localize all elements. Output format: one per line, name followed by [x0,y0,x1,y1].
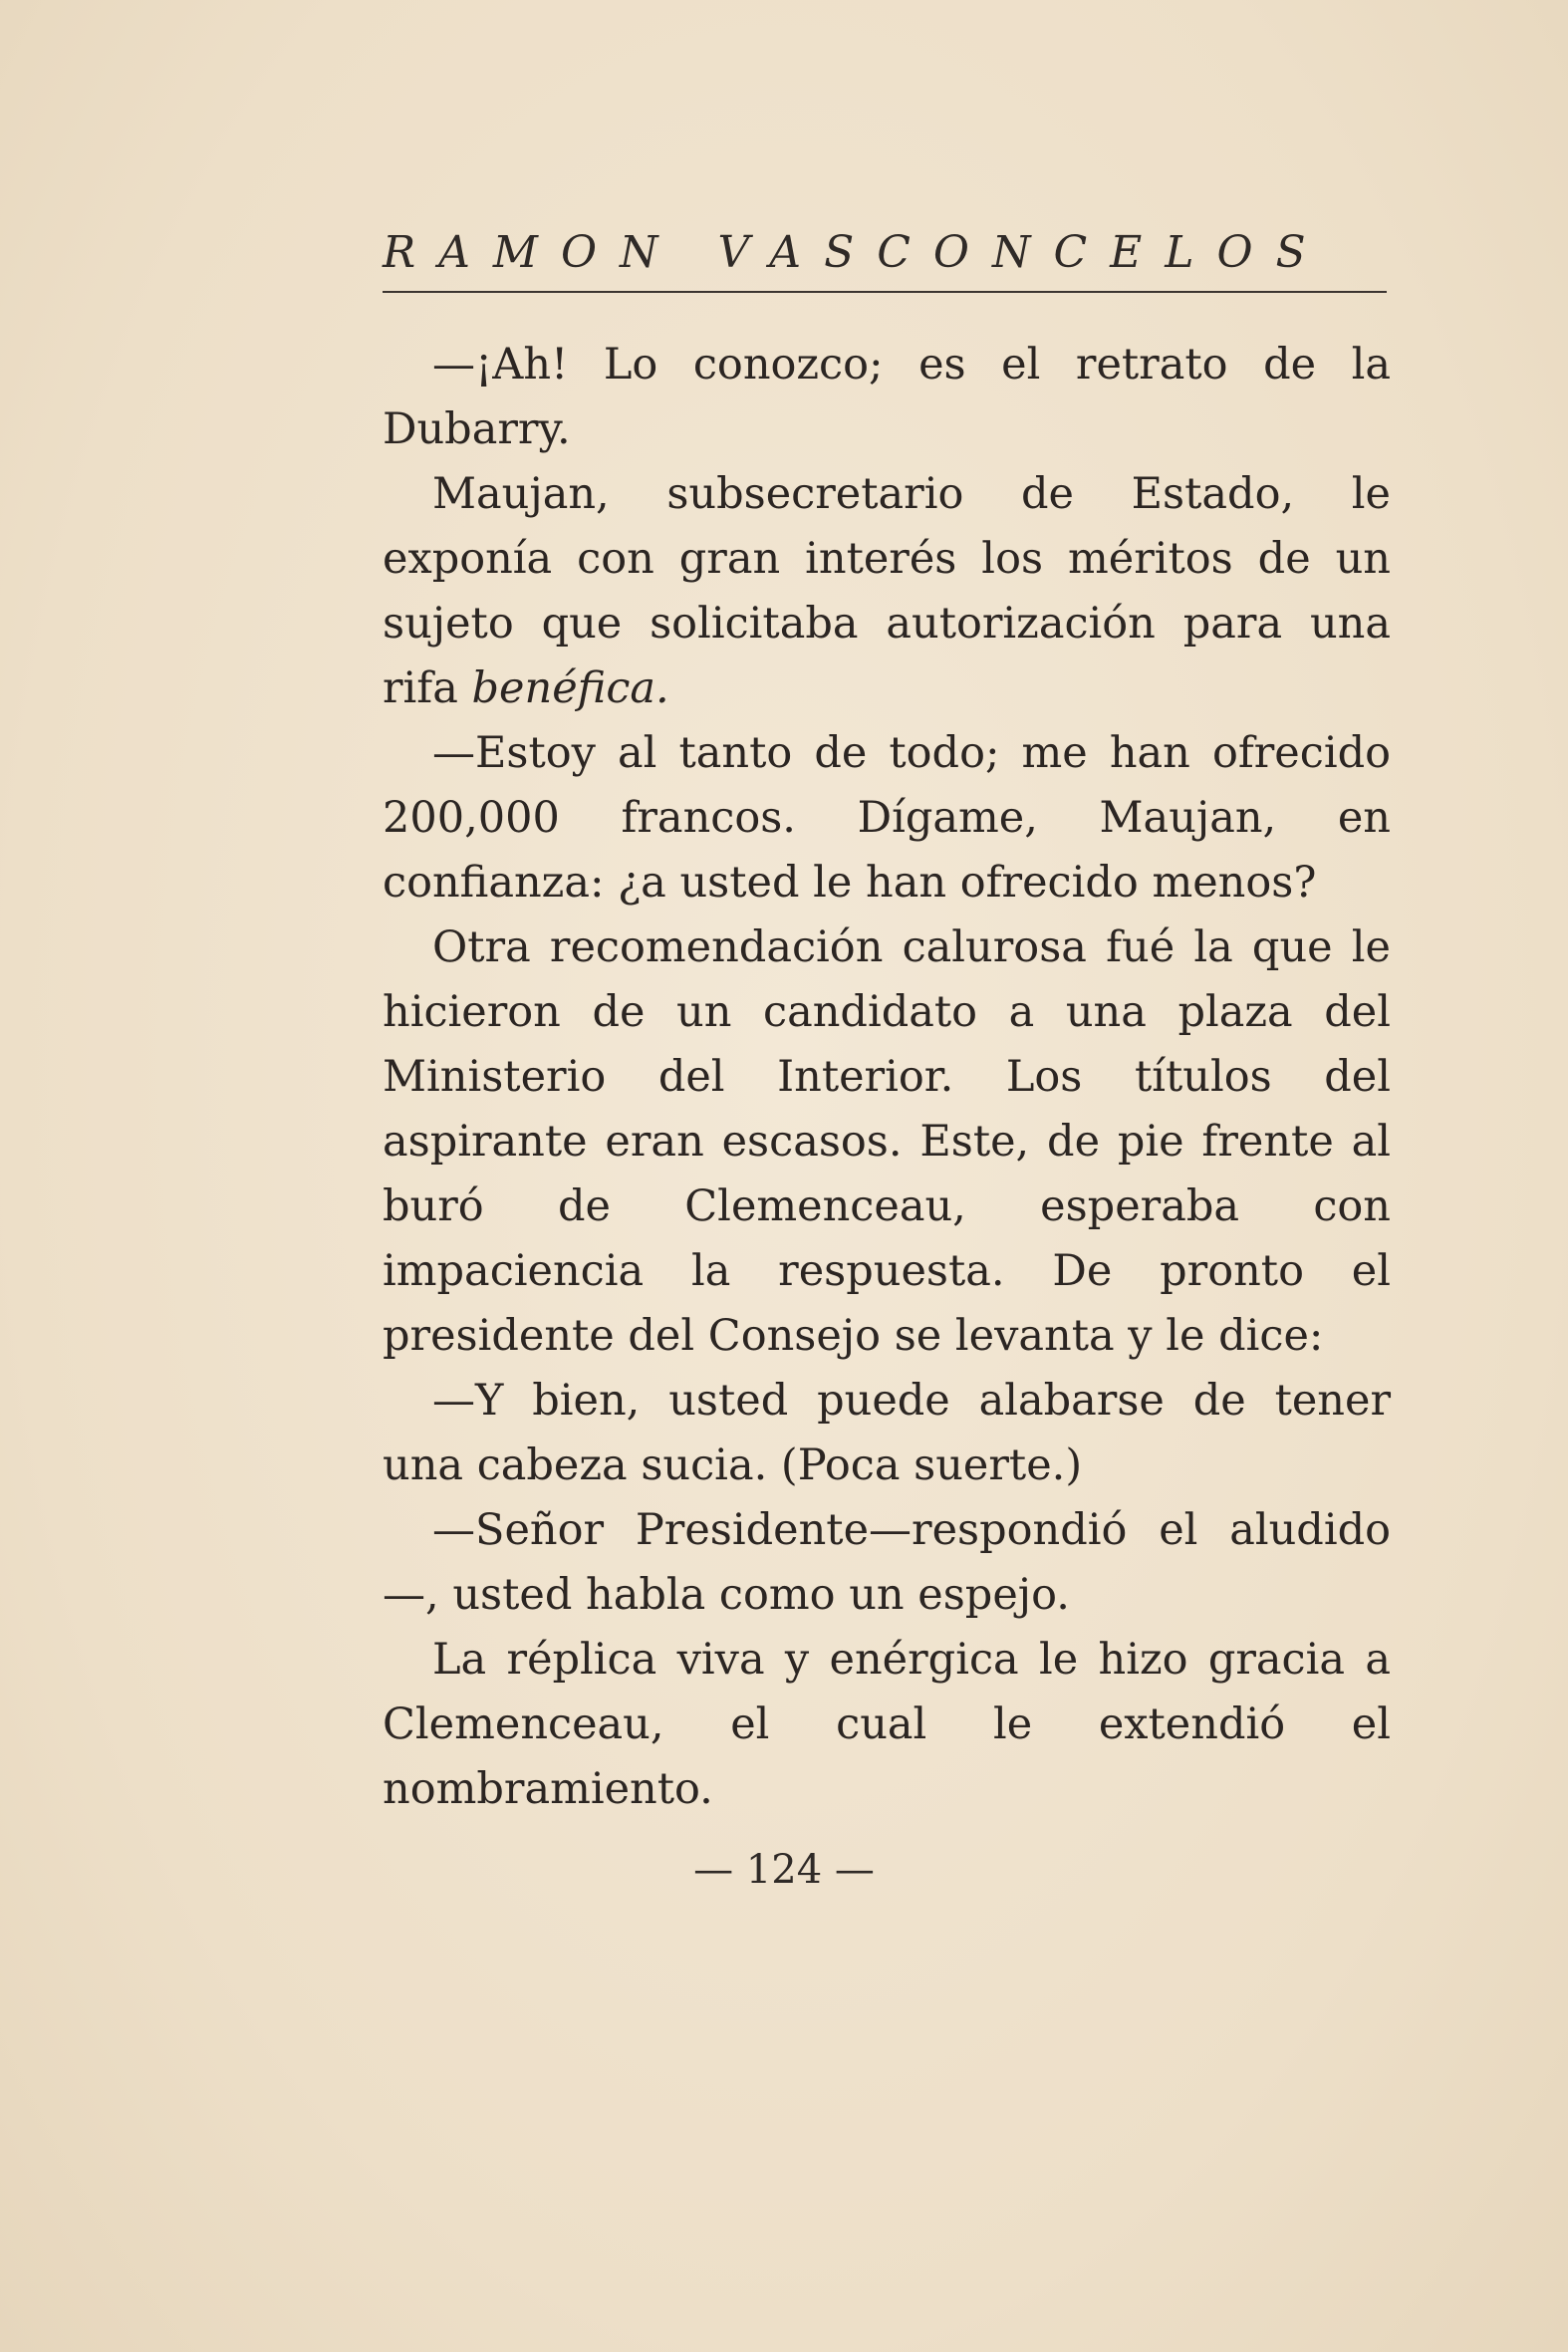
paragraph: La réplica viva y enérgica le hizo gracia a Clemenceau, el cual le extendió el nombramiento. [383,1635,1391,1814]
paragraph-text: Maujan, subsecretario de Estado, le exponía con gran interés los méritos de un sujeto que solicitaba autorización para una rifa [383,469,1391,713]
paragraph: —Y bien, usted puede alabarse de tener una cabeza sucia. (Poca suerte.) [383,1376,1391,1490]
header-rule [383,291,1387,293]
paragraph [383,462,1391,721]
running-header: RAMON VASCONCELOS [383,227,1329,278]
paragraph: —Señor Presidente—respondió el aludido—, usted habla como un espejo. [383,1505,1391,1620]
paragraph: Otra recomendación calurosa fué la que le hicieron de un candidato a una plaza del Ministerio del Interior. Los títulos del aspirante eran escasos. Este, de pie frente al buró de Clemenceau, esperaba con impaciencia la respuesta. De pronto el presidente del Consejo se levanta y le dice: [383,922,1391,1361]
italic-word: benéfica. [471,663,669,713]
page-number: — 124 — [693,1847,875,1893]
body-text [383,333,1391,1822]
paragraph: —Estoy al tanto de todo; me han ofrecido 200,000 francos. Dígame, Maujan, en confianza: ¿a usted le han ofrecido menos? [383,728,1391,908]
paragraph: —¡Ah! Lo conozco; es el retrato de la Dubarry. [383,340,1391,454]
